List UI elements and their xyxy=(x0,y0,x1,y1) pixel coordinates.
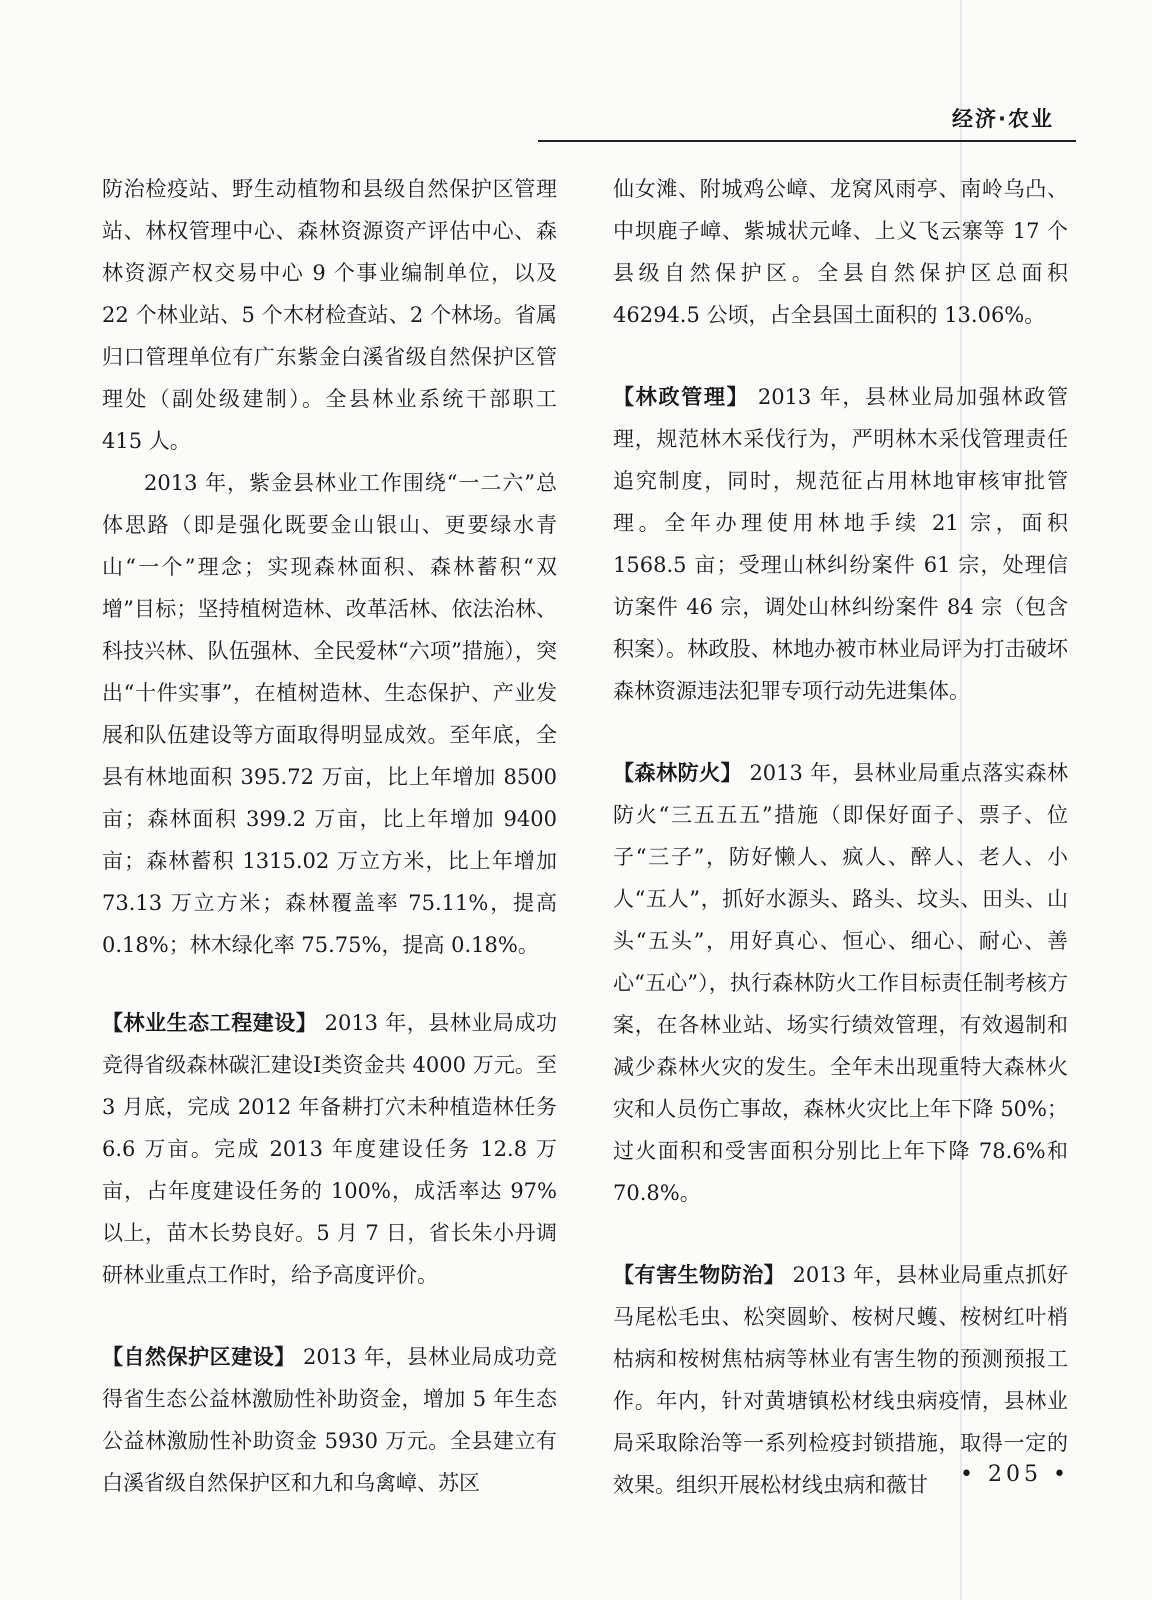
reserve-section xyxy=(102,1336,557,1504)
eco-section xyxy=(102,1002,557,1296)
fire-section xyxy=(613,752,1068,1214)
eco-section-body: 2013 年，县林业局成功竞得省级森林碳汇建设Ⅰ类资金共 4000 万元。至 3 月底，完成 2012 年备耕打穴未种植造林任务 6.6 万亩。完成 2013 年度建设任务 12.8 万亩，占年度建设任务的 100%，成活率达 97%以上，苗木长势良好。5 月 7 日，省长朱小丹调研林业重点工作时，给予高度评价。 xyxy=(102,1011,558,1287)
summary-paragraph: 2013 年，紫金县林业工作围绕“一二六”总体思路（即是强化既要金山银山、更要绿水青山“一个”理念；实现森林面积、森林蓄积“双增”目标；坚持植树造林、改革活林、依法治林、科技兴林、队伍强林、全民爱林“六项”措施），突出“十件实事”，在植树造林、生态保护、产业发展和队伍建设等方面取得明显成效。至年底，全县有林地面积 395.72 万亩，比上年增加 8500 亩；森林面积 399.2 万亩，比上年增加 9400 亩；森林蓄积 1315.02 万立方米，比上年增加 73.13 万立方米；森林覆盖率 75.11%，提高 0.18%；林木绿化率 75.75%，提高 0.18%。 xyxy=(102,471,557,957)
page-number: • 205 • xyxy=(960,1462,1070,1487)
right-column xyxy=(613,168,1068,1506)
eco-section-title: 【林业生态工程建设】 xyxy=(102,1011,318,1035)
admin-section-title: 【林政管理】 xyxy=(613,385,750,409)
fire-section-body: 2013 年，县林业局重点落实森林防火“三五五五”措施（即保好面子、票子、位子“三子”，防好懒人、疯人、醉人、老人、小人“五人”，抓好水源头、路头、坟头、田头、山头“五头”，用好真心、恒心、细心、耐心、善心“五心”），执行森林防火工作目标责任制考核方案，在各林业站、场实行绩效管理，有效遏制和减少森林火灾的发生。全年未出现重特大森林火灾和人员伤亡事故，森林火灾比上年下降 50%；过火面积和受害面积分别比上年下降 78.6%和 70.8%。 xyxy=(613,761,1068,1205)
section-header-label: 经济·农业 xyxy=(952,107,1054,131)
continued-paragraph: 防治检疫站、野生动植物和县级自然保护区管理站、林权管理中心、森林资源资产评估中心、森林资源产权交易中心 9 个事业编制单位，以及 22 个林业站、5 个木材检查站、2 个林场。省属归口管理单位有广东紫金白溪省级自然保护区管理处（副处级建制）。全县林业系统干部职工 415 人。 xyxy=(102,177,557,453)
header-rule xyxy=(538,140,1076,142)
fire-section-title: 【森林防火】 xyxy=(613,761,743,785)
reserve-continued-paragraph: 仙女滩、附城鸡公嶂、龙窝风雨亭、南岭乌凸、中坝鹿子嶂、紫城状元峰、上义飞云寨等 17 个县级自然保护区。全县自然保护区总面积 46294.5 公顷，占全县国土面积的 13.06%。 xyxy=(613,177,1068,327)
pest-section-body: 2013 年，县林业局重点抓好马尾松毛虫、松突圆蚧、桉树尺蠖、桉树红叶梢枯病和桉树焦枯病等林业有害生物的预测预报工作。年内，针对黄塘镇松材线虫病疫情，县林业局采取除治等一系列检疫封锁措施，取得一定的效果。组织开展松材线虫病和薇甘 xyxy=(613,1263,1068,1497)
admin-section xyxy=(613,376,1068,712)
reserve-section-body: 2013 年，县林业局成功竞得省生态公益林激励性补助资金，增加 5 年生态公益林激励性补助资金 5930 万元。全县建立有白溪省级自然保护区和九和乌禽嶂、苏区 xyxy=(102,1345,557,1495)
admin-section-body: 2013 年，县林业局加强林政管理，规范林木采伐行为，严明林木采伐管理责任追究制度，同时，规范征占用林地审核审批管理。全年办理使用林地手续 21 宗，面积 1568.5 亩；受理山林纠纷案件 61 宗，处理信访案件 46 宗，调处山林纠纷案件 84 宗（包含积案）。林政股、林地办被市林业局评为打击破坏森林资源违法犯罪专项行动先进集体。 xyxy=(613,385,1069,703)
pest-section-title: 【有害生物防治】 xyxy=(613,1263,786,1287)
left-column xyxy=(102,168,557,1504)
reserve-section-title: 【自然保护区建设】 xyxy=(102,1345,296,1369)
